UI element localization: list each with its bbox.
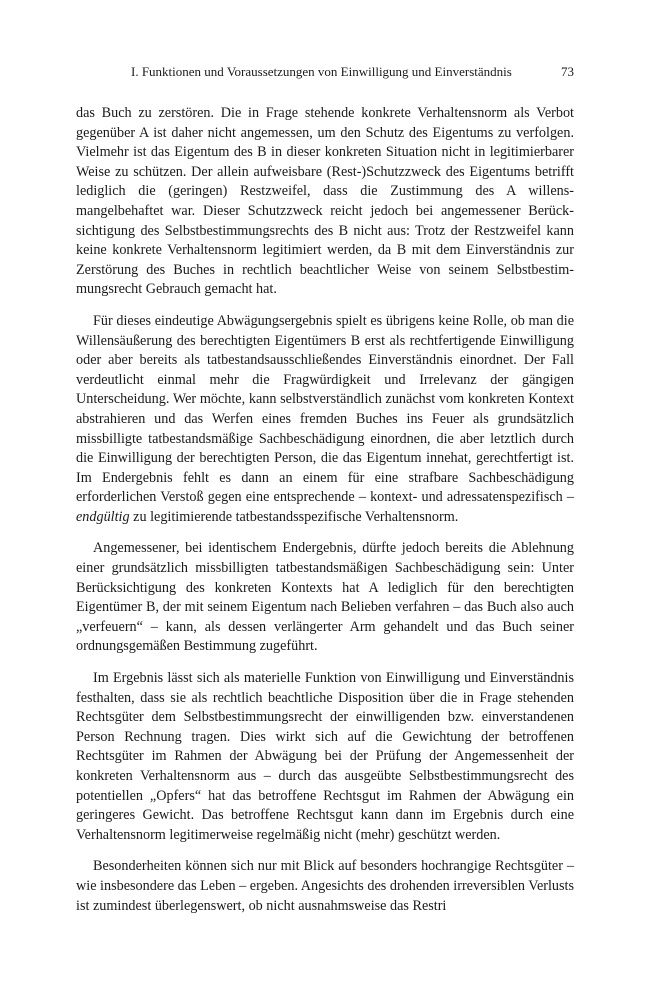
running-header bbox=[131, 64, 574, 80]
emphasized-word: endgültig bbox=[76, 508, 130, 525]
paragraph bbox=[76, 312, 574, 528]
chapter-title: I. Funktionen und Voraussetzungen von Einwilligung und Einverständnis bbox=[131, 64, 512, 79]
page-number: 73 bbox=[561, 64, 574, 79]
paragraph: Im Ergebnis lässt sich als materielle Funktion von Einwilligung und Einverständnis festhalten, dass sie als rechtlich beachtliche Disposition über die in Frage stehenden Rechtsgüter dem Selbstbestimmungsrecht der einwilligenden bzw. einverstandenen Person Rechnung tragen. Dies wirkt sich auf die Gewichtung der betroffenen Rechtsgüter im Rahmen der Abwägung bei der Prüfung der Angemessenheit der konkreten Verhaltensnorm aus – durch das ausgeübte Selbstbestimmungsrecht des potentiellen „Opfers“ hat das betroffene Rechtsgut im Rahmen der Abwägung ein geringeres Gewicht. Das betroffene Rechtsgut kann dann im Ergebnis durch eine Verhaltensnorm legitimerweise regelmäßig nicht (mehr) geschützt werden. bbox=[76, 670, 574, 843]
paragraph: Besonderheiten können sich nur mit Blick auf besonders hochrangige Rechtsgüter – wie insbesondere das Leben – ergeben. Angesichts des drohenden irreversiblen Verlusts ist zumindest überlegenswert, ob nicht ausnahmsweise das Restri bbox=[76, 858, 574, 914]
body-text bbox=[76, 104, 574, 928]
paragraph-text: zu legitimierende tatbestandsspezifische Verhaltensnorm. bbox=[129, 508, 459, 525]
paragraph: das Buch zu zerstören. Die in Frage stehende konkrete Verhaltensnorm als Verbot gegenüber A ist daher nicht angemessen, um den Schutz des Eigentums zu verfolgen. Vielmehr ist das Eigentum des B in dieser konkreten Situation nicht in legitimierbarer Weise zu schützen. Der allein aufweisbare (Rest-)Schutzzweck des Eigentums betrifft lediglich die (geringen) Restzweifel, dass die Zustimmung des A willensmangelbehaftet war. Dieser Schutzzweck reicht jedoch bei angemessener Berücksichtigung des Selbstbestimmungsrechts des B nicht aus: Trotz der Restzweifel kann keine konkrete Verhaltensnorm legitimiert werden, da B mit dem Einverständnis zur Zerstörung des Buches in rechtlich beachtlicher Weise von seinem Selbstbestimmungsrecht Gebrauch gemacht hat. bbox=[76, 105, 574, 298]
paragraph-text: Für dieses eindeutige Abwägungsergebnis spielt es übrigens keine Rolle, ob man die Willensäußerung des berechtigten Eigentümers B erst als rechtfertigende Einwilligung oder aber bereits als tatbestandsausschließendes Einverständnis einordnet. Der Fall verdeutlicht einmal mehr die Fragwürdigkeit und Irrelevanz der gängigen Unterscheidung. Wer möchte, kann selbstverständlich zunächst vom konkreten Kontext abstrahieren und das Werfen eines fremden Buches ins Feuer als grundsätzlich missbilligte tatbestandsmäßige Sachbeschädigung einordnen, die aber letztlich durch die Einwilligung der berechtigten Person, die das Eigentum innehat, gerechtfertigt ist. Im Endergebnis fehlt es dann an einem für eine strafbare Sachbeschädigung erforderlichen Verstoß gegen eine entsprechende – kontext- und adressatenspezifisch – bbox=[76, 312, 574, 506]
paragraph: Angemessener, bei identischem Endergebnis, dürfte jedoch bereits die Ablehnung einer grundsätzlich missbilligten tatbestandsmäßigen Sachbeschädigung sein: Unter Berücksichtigung des konkreten Kontexts hat A lediglich für den berechtigten Eigentümer B, der mit seinem Eigentum nach Belieben verfahren – das Buch also auch „verfeuern“ – kann, als dessen verlängerter Arm gehandelt und das Buch seiner ordnungsgemäßen Bestimmung zugeführt. bbox=[76, 540, 574, 655]
